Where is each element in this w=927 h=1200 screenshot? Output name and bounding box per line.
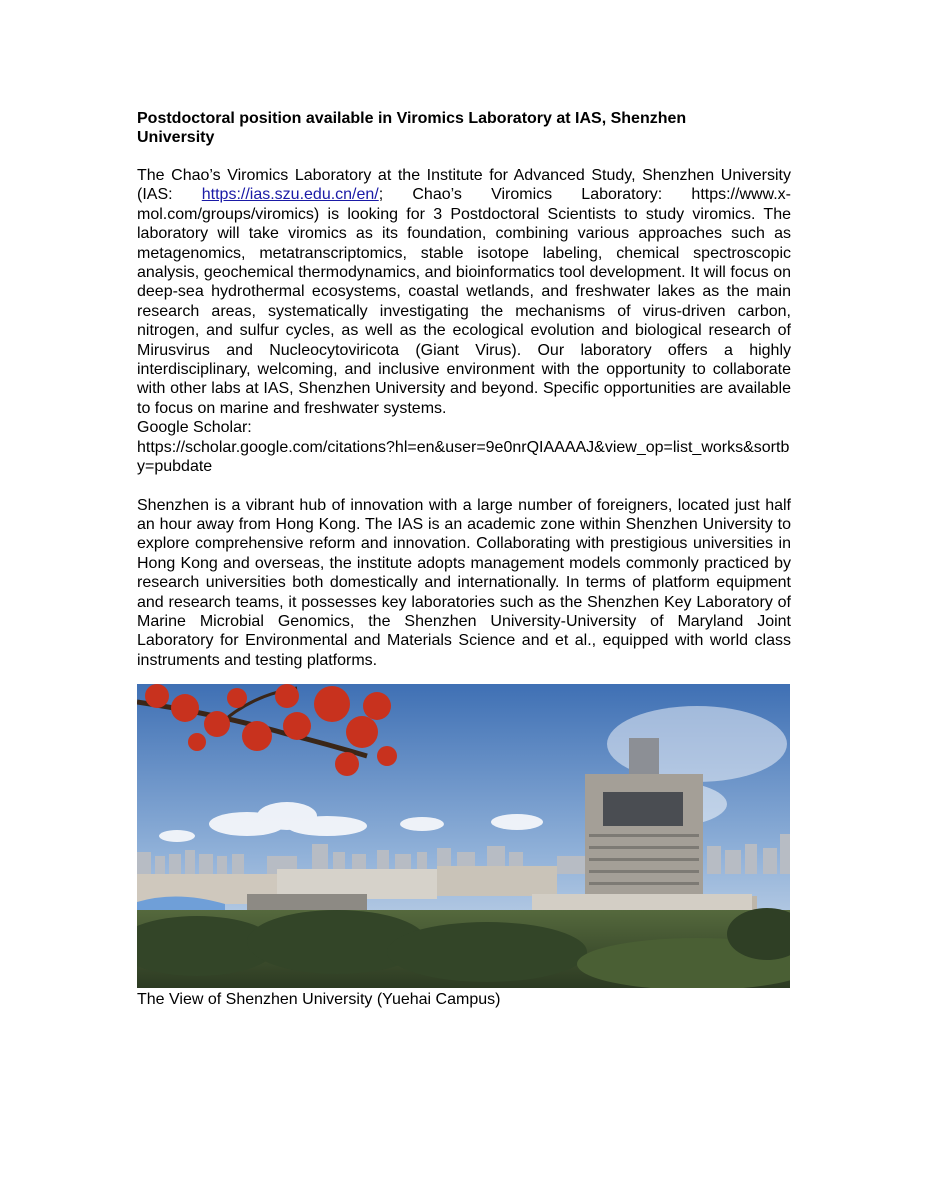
campus-photo <box>137 684 790 988</box>
document-page <box>137 109 791 670</box>
page-title: Postdoctoral position available in Viromics Laboratory at IAS, Shenzhen University <box>137 110 687 146</box>
spacer <box>137 147 791 166</box>
intro-text-before-link: The Chao’s Viromics Laboratory at the Institute for Advanced Study, Shenzhen University (IAS: <box>137 167 791 204</box>
google-scholar-label: Google Scholar: <box>137 419 252 437</box>
intro-text-after-link: ; Chao’s Viromics Laboratory: https://www.x-mol.com/groups/viromics) is looking for 3 Postdoctoral Scientists to study viromics. The laboratory will take viromics as its foundation, combining various approaches such as metagenomics, metatranscriptomics, stable isotope labeling, chemical spectroscopic analysis, geochemical thermodynamics, and bioinformatics tool development. It will focus on deep-sea hydrothermal ecosystems, coastal wetlands, and freshwater lakes as the main research areas, systematically investigating the mechanisms of virus-driven carbon, nitrogen, and sulfur cycles, as well as the ecological evolution and biological research of Mirusvirus and Nucleocytoviricota (Giant Virus). Our laboratory offers a highly interdisciplinary, welcoming, and inclusive environment with the opportunity to collaborate with other labs at IAS, Shenzhen University and beyond. Specific opportunities are available to focus on marine and freshwater systems. <box>137 186 791 417</box>
intro-paragraph <box>137 166 791 418</box>
google-scholar-url: https://scholar.google.com/citations?hl=en&user=9e0nrQIAAAAJ&view_op=list_works&sortby=pubdate <box>137 438 790 476</box>
photo-caption: The View of Shenzhen University (Yuehai Campus) <box>137 991 501 1008</box>
ias-website-link[interactable]: https://ias.szu.edu.cn/en/ <box>201 186 379 204</box>
spacer <box>137 477 791 496</box>
shenzhen-paragraph: Shenzhen is a vibrant hub of innovation with a large number of foreigners, located just half an hour away from Hong Kong. The IAS is an academic zone within Shenzhen University to explore comprehensive reform and innovation. Collaborating with prestigious universities in Hong Kong and overseas, the institute adopts management models commonly practiced by research universities both domestically and internationally. In terms of platform equipment and research teams, it possesses key laboratories such as the Shenzhen Key Laboratory of Marine Microbial Genomics, the Shenzhen University-University of Maryland Joint Laboratory for Environmental and Materials Science and et al., equipped with world class instruments and testing platforms. <box>137 496 791 669</box>
